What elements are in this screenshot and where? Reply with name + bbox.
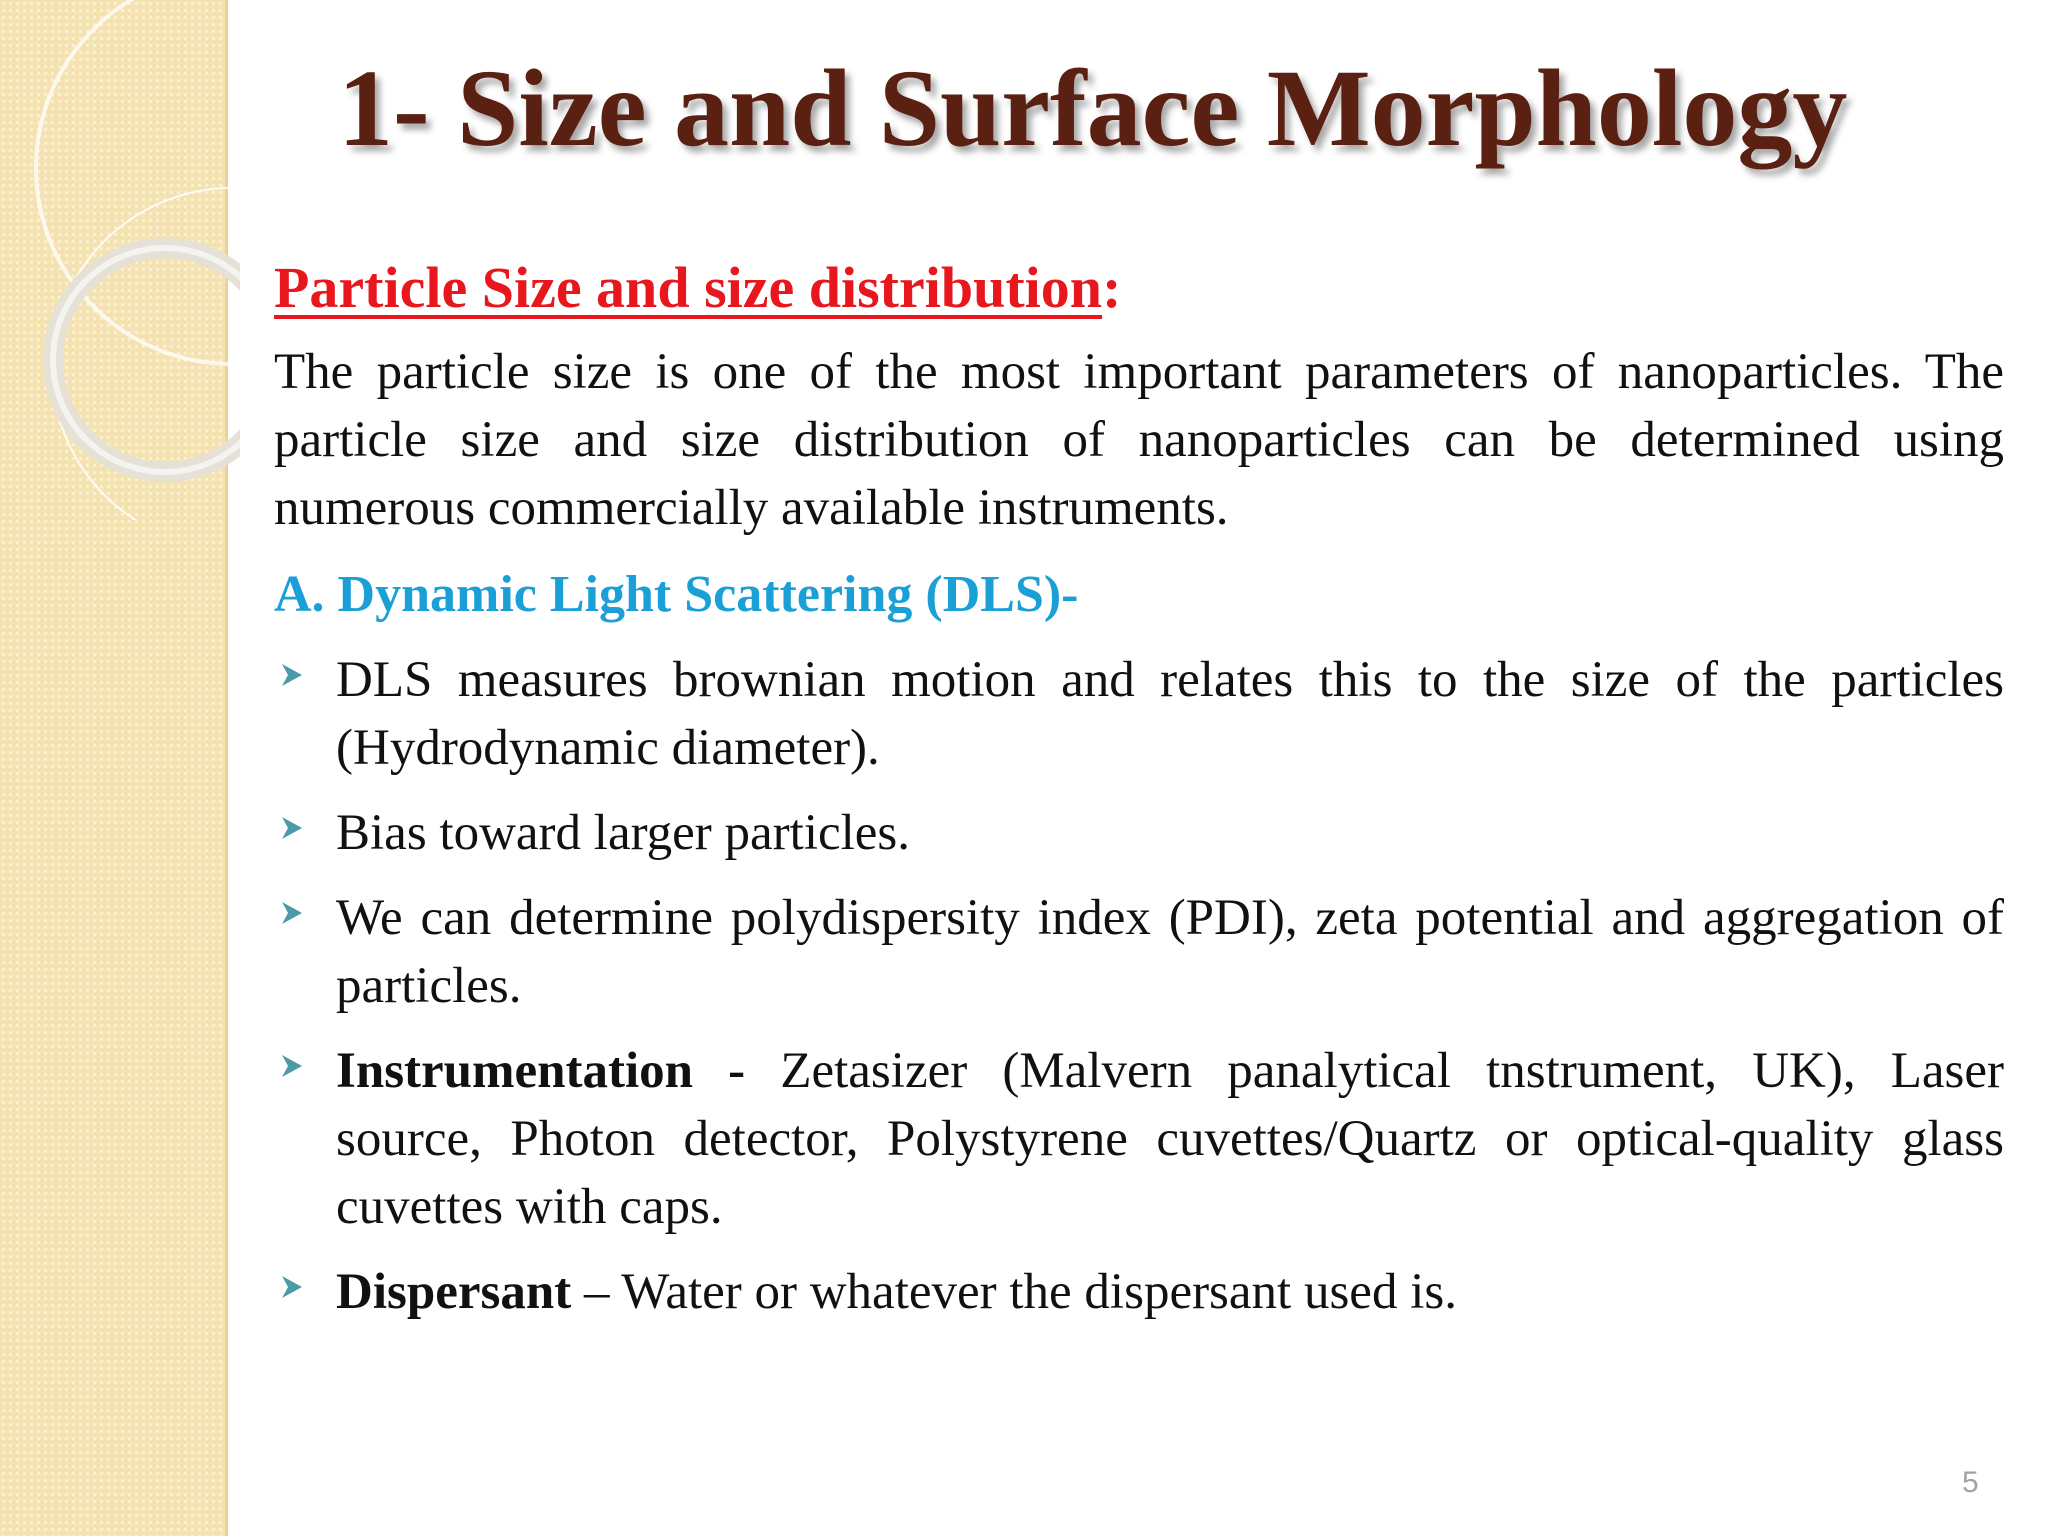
arrow-bullet-icon bbox=[276, 1272, 306, 1302]
arrow-bullet-icon bbox=[276, 813, 306, 843]
section-heading-colon: : bbox=[1102, 255, 1122, 320]
bullet-bold-label: Dispersant bbox=[336, 1264, 572, 1320]
bullet-text: We can determine polydispersity index (PDI), zeta potential and aggregation of particles. bbox=[336, 890, 2004, 1014]
rings-decoration bbox=[0, 0, 240, 520]
arrow-bullet-icon bbox=[276, 1051, 306, 1081]
bullet-text: Bias toward larger particles. bbox=[336, 805, 911, 861]
bullet-item-instrumentation bbox=[274, 1037, 2004, 1241]
slide-content bbox=[274, 250, 2004, 1343]
slide-title: 1- Size and Surface Morphology bbox=[338, 47, 1848, 169]
bullet-text: Zetasizer (Malvern panalytical tnstrument, UK), Laser source, Photon detector, Polystyrene cuvettes/Quartz or optical-quality glass cuvettes with caps. bbox=[336, 1043, 2004, 1235]
bullet-item-dls-measures bbox=[274, 646, 2004, 782]
section-heading bbox=[274, 250, 2004, 326]
bullet-list bbox=[274, 646, 2004, 1326]
intro-paragraph: The particle size is one of the most important parameters of nanoparticles. The particle size and size distribution of nanoparticles can be determined using numerous commercially available instruments. bbox=[274, 344, 2004, 536]
section-heading-label: Particle Size and size distribution bbox=[274, 255, 1103, 320]
bullet-item-bias bbox=[274, 799, 2004, 867]
bullet-text: – Water or whatever the dispersant used is. bbox=[571, 1264, 1457, 1320]
page-number: 5 bbox=[1962, 1466, 1979, 1499]
decorative-sidebar bbox=[0, 0, 228, 1536]
arrow-bullet-icon bbox=[276, 898, 306, 928]
bullet-bold-label: Instrumentation - bbox=[336, 1043, 781, 1099]
bullet-text: DLS measures brownian motion and relates this to the size of the particles (Hydrodynamic diameter). bbox=[336, 652, 2004, 776]
bullet-item-dispersant bbox=[274, 1258, 2004, 1326]
dls-subheading: A. Dynamic Light Scattering (DLS)- bbox=[274, 566, 1079, 623]
arrow-bullet-icon bbox=[276, 660, 306, 690]
bullet-item-pdi bbox=[274, 884, 2004, 1020]
